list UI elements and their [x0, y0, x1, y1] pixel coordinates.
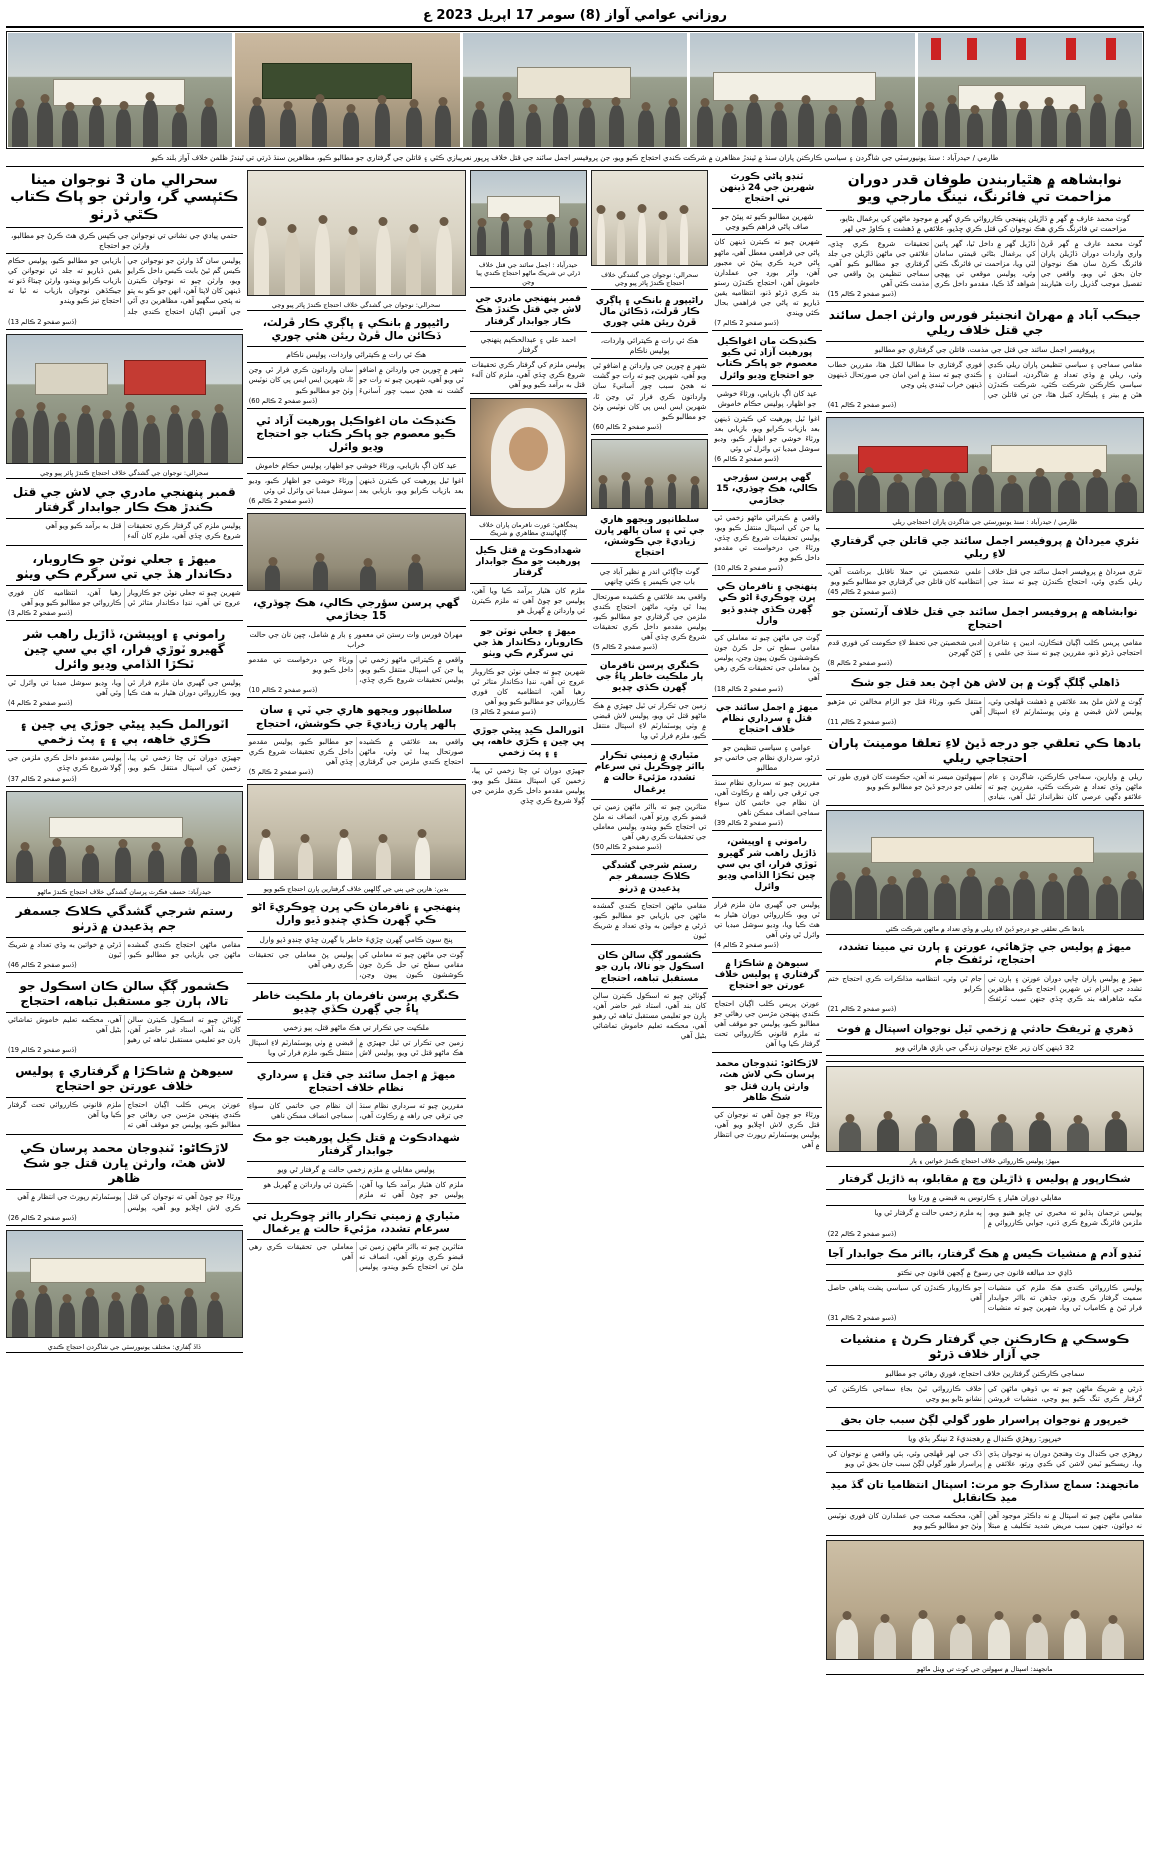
article	[591, 749, 708, 855]
continuation-ref[interactable]: (ڏسو صفحو 2 ڪالم 8)	[827, 659, 893, 668]
photo-caption: حيدرآباد: حسف فڪرٽ پرسان گشدگي خلاف احتجاج ڪندڙ ماڻهو	[6, 887, 243, 898]
article	[6, 550, 243, 621]
article-body: روهڙي جي ڪنڊال وٽ وهنجڻ دوران ٻه نوجوان ٻڏي ويا، ريسڪيو ٽيمن لاشن کي ڪڍي ورتو، علائقي ۾ ڏک جي لهر ڦهلجي وئي، ٻئي واقعي ۾ نوجوان کي پراسرار طور گولي لڳڻ سبب جان بحق ٿي ويو	[827, 1449, 1142, 1469]
continuation-ref[interactable]: (ڏسو صفحو 2 ڪالم 5)	[248, 767, 314, 776]
continuation-ref[interactable]	[470, 616, 587, 617]
continuation-ref[interactable]: (ڏسو صفحو 2 ڪالم 15)	[827, 290, 897, 298]
deck: سماجي ڪارڪنن گرفتارين خلاف احتجاج، فوري رهائي جو مطالبو	[826, 1368, 1144, 1382]
article	[247, 1130, 466, 1204]
photo	[6, 1230, 243, 1338]
article-body: مقامي ماڻهن احتجاج ڪندي گمشده ماڻهن جي بازيابي جو مطالبو ڪيو، ڌرڻي ۾ خواتين به وڏي تعداد ۾ شريڪ ٿيون	[8, 939, 241, 959]
continuation-ref[interactable]: (ڏسو صفحو 2 ڪالم 10)	[248, 686, 318, 695]
headline[interactable]: پنهنجي ۽ نافرمان ڪي ڀرن ڇوڪريءَ اڻو ڪي ڳهرن ڪڏي چنڊو ڏيو وارل	[712, 580, 821, 631]
article-body: عورتن پريس ڪلب اڳيان احتجاج ڪندي پنهنجن مڙسن جي رهائي جو مطالبو ڪيو، پوليس جو موقف آهي ته ملزم قانوني ڪارروائي تحت گرفتار ڪيا ويا آهن	[8, 1100, 241, 1130]
headline[interactable]: ٽنڊو آدم ۾ منشيات ڪيس ۾ هڪ گرفتار، بااثر مڪ جوابدار آجا	[826, 1246, 1144, 1265]
headline[interactable]: نئري ميرداڻ ۾ پروفيسر اجمل سائند جي قاتلن جي گرفتاري لاءِ ريلي	[826, 533, 1144, 565]
headline[interactable]: راموني ۽ اوپيشن، ڏاڙيل راهب شر گهيرو ٽوڙي فرار، اي بي سي چين ٽڪڙا الڏامي وڊيو وائرل	[712, 835, 821, 897]
continuation-ref[interactable]: (ڏسو صفحو 2 ڪالم 26)	[7, 1213, 77, 1222]
headline[interactable]: ڪنڊڪٽ مان اغواڪيل پورهيت آزاد ٿي ڪيو معصوم جو ڀاڪر ڪتاب جو احتجاج وڊيو وائرل	[712, 335, 821, 386]
photo-caption: مانجهند: اسپتال ۾ سهولتن جي کوٽ تي ويٺل ماڻهو	[826, 1664, 1144, 1675]
article-body: ريلي ۾ واپارين، سماجي ڪارڪنن، شاگردن ۽ عام ماڻهن وڏي تعداد ۾ شرڪت ڪئي، مقررين چيو ته علائقو ڊگهي عرصي کان نظرانداز ٿيل آهي، بنيادي سهولتون ميسر نه آهن، حڪومت کان فوري طور تي تعلقي جو درجو ڏيڻ جو مطالبو ڪيو ويو	[827, 771, 1142, 801]
article	[591, 294, 708, 435]
headline[interactable]: ڪنگري پرسن نافرمان ٻار ملڪيت خاطر ڀاءُ جي ڳهرن ڪڏي چڍيو	[247, 988, 466, 1020]
article	[470, 625, 587, 720]
headline[interactable]: ڏاهلي ڳلڳ ڳوٺ ۾ ٻن لاش هڻ اچڻ بعد قتل جو شڪ	[826, 675, 1144, 694]
article-body: مقامي پريس ڪلب اڳيان فنڪارن، اديبن ۽ شاعرن احتجاجي ڌرڻو ڏنو، مقررين چيو ته سنڌ جي علمي ۽ ادبي شخصيتن جي تحفظ لاءِ حڪومت کي فوري قدم کڻڻ گهرجن	[827, 638, 1142, 658]
article-body: مقررين چيو ته سرداري نظام سنڌ جي ترقي جي راهه ۾ رڪاوٽ آهي، ان نظام جي خاتمي کان سواءِ سماجي انصاف ممڪن ناهي	[714, 778, 820, 818]
article	[470, 292, 587, 394]
article	[826, 1330, 1144, 1408]
article-body: واقعي بعد علائقي ۾ ڪشيده صورتحال پيدا ٿي وئي، ماڻهن احتجاج ڪندي ملزمن جي گرفتاري جو مطالبو ڪيو، پوليس مقدمو داخل ڪري تحقيقات شروع ڪري ڇڏي آهي	[592, 591, 707, 641]
headline[interactable]: ميهڙ ۾ اجمل سائند جي قتل ۽ سرداري نظام خلاف احتجاج	[712, 701, 821, 741]
photo	[247, 513, 466, 591]
article	[247, 899, 466, 983]
headline[interactable]: ڪشمور ڳڳ سالن ڪان اسڪول جو تالا، ٻارن جو مستقبل تباهه، احتجاج	[6, 977, 243, 1013]
photo	[918, 33, 1142, 147]
article	[6, 483, 243, 546]
article	[712, 957, 821, 1053]
article	[712, 580, 821, 696]
continuation-ref[interactable]: (ڏسو صفحو 2 ڪالم 37)	[7, 774, 77, 783]
continuation-ref[interactable]: (ڏسو صفحو 2 ڪالم 4)	[7, 699, 73, 708]
headline[interactable]: شهدادڪوٽ ۾ قتل ڪيل پورهيت جو مڪ جوابدار گرفتار	[247, 1130, 466, 1162]
article	[826, 675, 1144, 729]
column-4	[591, 170, 708, 1870]
headline[interactable]: نوابشاهه ۾ پروفيسر اجمل سائند جي قتل خلاف آرٽسٽن جو احتجاج	[826, 604, 1144, 636]
continuation-ref[interactable]: (ڏسو صفحو 2 ڪالم 45)	[827, 588, 897, 597]
headline[interactable]: شڪارپور ۾ پوليس ۽ ڌاڙيلن وچ ۾ مقابلو، ٻه ڌاڙيل گرفتار	[826, 1171, 1144, 1190]
article-body: مقررين چيو ته سرداري نظام سنڌ جي ترقي جي راهه ۾ رڪاوٽ آهي، ان نظام جي خاتمي کان سواءِ سماجي انصاف ممڪن ناهي	[248, 1101, 464, 1121]
deck: عوامي ۽ سياسي تنظيمن جو ڌرڻو، سرداري نظام جي خاتمي جو مطالبو	[712, 742, 821, 776]
article-body: مقامي ماڻهن چيو ته اسپتال ۾ نه ڊاڪٽر موجود آهن نه دوائون، جنهن سبب مريض شديد تڪليف ۾ مبتلا آهن، محڪمه صحت جي عملدارن کان فوري نوٽيس وٺڻ جو مطالبو ڪيو ويو	[827, 1511, 1142, 1531]
article-body: پوليس سان گڏ وارثن جو نوجوانن جي ڪيس گم ٿيڻ بابت ڪيس داخل ڪرايو ويو، وارثن چيو ته نوجوان ڪيترن ڏينهن کان لاپتا آهن، انهن جو ڪو به پتو نه پئجي سگهيو آهي، مظاهرين ڊي آئي جي آفيس اڳيان احتجاج ڪندي جلد بازيابي جو مطالبو ڪيو، پوليس حڪام يقين ڏياريو ته جلد ئي نوجوانن کي بازياب ڪرايو ويندو، وارثن چيتاءُ ڏنو ته جيڪڏهن نوجوان بازياب نه ٿيا ته احتجاج تيز ڪيو ويندو	[8, 256, 241, 316]
article-body: ملزم کان هٿيار برآمد ڪيا ويا آهن، پوليس جو چوڻ آهي ته ملزم ڪيترن ئي وارداتن ۾ گهربل هو	[263, 1179, 464, 1199]
deck: گوٺ محمد عارف ۾ گهر ۾ ڌاڙيلن پنهنجي ڪارروائي ڪري گهر ۾ موجود ماڻهن کي يرغمال بڻايو، مزاحمت تي فائرنگ ڪري هڪ نوجوان کي قتل ڪري ڇڏيو، علائقي ۾ ڏهشت ۽ ڪاوڙ جي لهر	[826, 213, 1144, 237]
photo	[247, 170, 466, 296]
photo	[6, 791, 243, 883]
article	[826, 1021, 1144, 1062]
masthead-text: روزاني عوامي آواز (8) سومر 17 اپريل 2023 ع	[423, 7, 728, 23]
article	[826, 1412, 1144, 1473]
headline[interactable]: مٽياري ۾ زميني تڪرار بااثر ڇوڪريل تي سرعام تشدد، مڙئيءَ حالت ۾ يرغمال	[591, 749, 708, 800]
photo	[463, 33, 687, 147]
headline[interactable]: راموني ۽ اوپيشن، ڏاڙيل راهب شر گهيرو ٽوڙي فرار، اي بي سي چين ٽڪڙا الڏامي وڊيو وائرل	[6, 625, 243, 676]
article-body: ڳوٺ جي ماڻهن چيو ته معاملي کي مقامي سطح تي حل ڪرڻ جون ڪوششون ڪيون پيون وڃن، پوليس پڻ معاملي جي تحقيقات ڪري رهي آهي	[714, 633, 820, 683]
article	[247, 595, 466, 698]
article	[591, 859, 708, 945]
article-body: زمين جي تڪرار تي ٿيل جهيڙي ۾ هڪ ماڻهو قتل ٿي ويو، پوليس لاش قبضي ۾ وٺي پوسٽمارٽم لاءِ اسپتال منتقل ڪيو، ملزم فرار ٿي ويا	[248, 1038, 464, 1058]
continuation-ref[interactable]: (ڏسو صفحو 2 ڪالم 5)	[592, 642, 658, 651]
continuation-ref[interactable]	[6, 541, 243, 542]
article-body: واقعي بعد علائقي ۾ ڪشيده صورتحال پيدا ٿي وئي، ماڻهن احتجاج ڪندي ملزمن جي گرفتاري جو مطالبو ڪيو، پوليس مقدمو داخل ڪري تحقيقات شروع ڪري ڇڏي آهي	[248, 736, 464, 766]
headline[interactable]: سيوهڻ ۾ شاڪڙا ۾ گرفتاري ۽ پوليس خلاف عورتن جو احتجاج	[6, 1062, 243, 1098]
photo	[8, 33, 232, 147]
top-photo-caption: طارمي / حيدرآباد : سنڌ يونيورسٽي جي شاگردن ۽ سياسي ڪارڪنن پاران سنڌ ۾ ٿيندڙ مظاهرن ۾ شرڪت ڪندي احتجاج ڪيو ويو، جن پروفيسر اجمل سائند جي قتل خلاف ڀرپور نعريبازي ڪئي ۽ قاتلن جي گرفتاري جو مطالبو ڪيو، مظاهرين سنڌ ڌرتي تي ٿيندڙ ظلمن خلاف آواز بلند ڪيو	[6, 151, 1144, 167]
continuation-ref[interactable]: (ڏسو صفحو 2 ڪالم 41)	[827, 401, 897, 410]
article	[826, 1171, 1144, 1241]
photo-caption: بادها ڪي تعلقي جو درجو ڏيڻ لاءِ ريلي ۾ وڏي تعداد ۾ ماڻهن شرڪت ڪئي	[826, 924, 1144, 935]
photo	[826, 1540, 1144, 1660]
headline[interactable]: جيڪب آباد ۾ مهراڻ انجنيئر فورس وارثن اجمل سائند جي قتل خلاف ريلي	[826, 306, 1144, 342]
article-body: ڳوٺ جي ماڻهن چيو ته معاملي کي مقامي سطح تي حل ڪرڻ جون ڪوششون ڪيون پيون وڃن، پوليس پڻ معاملي جي تحقيقات ڪري رهي آهي	[248, 949, 464, 979]
article-body: شهر ۾ چورين جي وارداتن ۾ اضافو ٿي ويو آهي، شهرين چيو ته رات جو گشت نه هجڻ سبب چور آسانيءَ سان وارداتون ڪري فرار ٿي وڃن ٿا، شهرين ايس ايس پي کان نوٽيس وٺڻ جو مطالبو ڪيو	[592, 361, 707, 421]
photo	[826, 1066, 1144, 1152]
continuation-ref[interactable]: (ڏسو صفحو 2 ڪالم 4)	[714, 940, 779, 949]
article-body: مقامي ماڻهن احتجاج ڪندي گمشده ماڻهن جي بازيابي جو مطالبو ڪيو، ڌرڻي ۾ خواتين به وڏي تعداد ۾ شريڪ ٿيون	[592, 900, 707, 941]
article-body: متاثرين چيو ته بااثر ماڻهن زمين تي قبضو ڪري ورتو آهي، انصاف نه ملڻ تي احتجاج ڪيو ويندو، پوليس معاملي جي تحقيقات ڪري رهي آهي	[248, 1242, 464, 1272]
deck: هڪ ئي رات ۾ ڪيترائي واردات، پوليس ناڪام	[247, 349, 466, 363]
article-body: شهرين چيو ته ڪيترن ڏينهن کان پاڻي جي فراهمي معطل آهي، ماڻهو پاڻي خريد ڪري پيئڻ تي مجبور آهن، واٽر بورڊ جي عملدارن خاموش آهن، احتجاج ڪندڙن رستو بند ڪري ڌرڻو ڏنو، انتظاميه يقين ڏياريو ته پاڻي جي فراهمي بحال ڪئي ويندي	[714, 237, 820, 317]
photo	[591, 439, 708, 509]
article	[6, 902, 243, 973]
headline[interactable]: رستم شرجي گشدگي ڪلاڪ جسمفر جم پڌعيدن ۾ ڌرٺو	[6, 902, 243, 938]
article-body: نئري ميرداڻ ۾ پروفيسر اجمل سائند جي قتل خلاف ريلي ڪڍي وئي، احتجاج ڪندڙن چيو ته سنڌ جي علمي شخصيتن تي حملا ناقابل برداشت آهن، انتظاميه کان قاتلن جي گرفتاري جو مطالبو ڪيو ويو	[827, 566, 1142, 586]
article	[826, 306, 1144, 413]
headline[interactable]: ميهڙ ۽ جعلي نوٽن جو ڪاروبار، دڪاندار هڏ جي تي سرگرم ڪي ويٺو	[470, 625, 587, 665]
headline[interactable]: سيوهڻ ۾ شاڪڙا ۾ گرفتاري ۽ پوليس خلاف عورتن جو احتجاج	[712, 957, 821, 997]
continuation-ref[interactable]: (ڏسو صفحو 2 ڪالم 21)	[827, 1004, 897, 1013]
headline[interactable]: قمبر پنهنجي مادري جي لاش جي قتل ڪندڙ هڪ ڪار جوابدار گرفتار	[470, 292, 587, 332]
article	[712, 701, 821, 832]
article	[470, 724, 587, 809]
continuation-ref[interactable]: (ڏسو صفحو 2 ڪالم 39)	[714, 819, 784, 828]
article	[6, 977, 243, 1058]
deck: پوليس مقابلي ۾ ملزم زخمي حالت ۾ گرفتار ٿي ويو	[247, 1164, 466, 1178]
deck: مقابلي دوران هٿيار ۽ ڪارتوس به قبضي ۾ ورتا ويا	[826, 1192, 1144, 1206]
headline[interactable]: شهدادڪوٽ ۾ قتل ڪيل پورهيت جو مڪ جوابدار گرفتار	[470, 544, 587, 584]
column-3	[470, 170, 587, 1870]
headline[interactable]: گهي پرسن سؤرجي ڪالي، هڪ چوڌري، 15 جخاڙمي	[247, 595, 466, 627]
article-body: شهر ۾ چورين جي وارداتن ۾ اضافو ٿي ويو آهي، شهرين چيو ته رات جو گشت نه هجڻ سبب چور آسانيءَ سان وارداتون ڪري فرار ٿي وڃن ٿا، شهرين ايس ايس پي کان نوٽيس وٺڻ جو مطالبو ڪيو	[248, 365, 464, 395]
article-body: شهرين چيو ته جعلي نوٽن جو ڪاروبار عروج تي آهي، ننڍا دڪاندار متاثر ٿي رهيا آهن، انتظاميه کان فوري ڪارروائي جو مطالبو ڪيو ويو آهي	[8, 588, 241, 608]
headline[interactable]: سلطانپور ويجهو هاري جي ٽي ۽ سان ٻالهر ڀارن زياديءَ جي ڪوشش، احتجاج	[247, 702, 466, 734]
continuation-ref[interactable]: (ڏسو صفحو 2 ڪالم 7)	[714, 318, 779, 327]
article	[712, 335, 821, 467]
continuation-ref[interactable]: (ڏسو صفحو 2 ڪالم 3)	[471, 707, 537, 716]
article-body: متاثرين چيو ته بااثر ماڻهن زمين تي قبضو ڪري ورتو آهي، انصاف نه ملڻ تي احتجاج ڪيو ويندو، پوليس معاملي جي تحقيقات ڪري رهي آهي	[592, 801, 707, 842]
article-body: پوليس ترجمان ٻڌايو ته مخبري تي ڇاپو هنيو ويو، ملزمن فائرنگ شروع ڪري ڏني، جوابي ڪارروائي ۾ ٻه ملزم زخمي حالت ۾ گرفتار ٿي ويا	[874, 1208, 1142, 1228]
headline[interactable]: مٽياري ۾ زميني تڪرار بااثر ڇوڪريل تي سرعام تشدد، مڙئيءَ حالت ۾ يرغمال	[247, 1208, 466, 1240]
photo-caption: ڏاڏ ڳفاري: مختلف يونيورسٽي جي شاگردن احتجاج ڪندي	[6, 1342, 243, 1353]
article	[6, 1062, 243, 1135]
article-body: پوليس جي گهيري مان ملزم فرار ٿي ويو، ڪارروائي دوران هٿيار به هٿ ڪيا ويا، وڊيو سوشل ميڊيا تي وائرل ٿي وئي آهي	[8, 678, 241, 698]
article-body: واقعي ۾ ڪيترائي ماڻهو زخمي ٿي پيا جن کي اسپتال منتقل ڪيو ويو، پوليس تحقيقات شروع ڪري ڇڏي، ورثاءَ جي درخواست تي مقدمو داخل ڪيو ويو	[714, 512, 820, 563]
deck: عيد کان اڳ بازيابي، ورثاءَ خوشي جو اظهار، پوليس حڪام خاموش	[712, 388, 821, 412]
continuation-ref[interactable]: (ڏسو صفحو 2 ڪالم 6)	[714, 455, 779, 464]
article	[712, 170, 821, 331]
deck: ملڪيت جي تڪرار تي هڪ ماڻهو قتل، ٻيو زخمي	[247, 1022, 466, 1036]
continuation-ref[interactable]: (ڏسو صفحو 2 ڪالم 13)	[7, 317, 77, 326]
top-photo-strip	[6, 31, 1144, 149]
photo-caption: سحرالي: نوجوان جي گشدگي خلاف احتجاج ڪندڙ ڀائر پيو وڃي	[591, 270, 708, 290]
deck: شهرين مطالبو ڪيو ته پيئڻ جو صاف پاڻي فراهم ڪيو وڃي	[712, 211, 821, 235]
column-5	[712, 170, 821, 1870]
article	[712, 835, 821, 953]
article-body: ورثاءَ جو چوڻ آهي ته نوجوان کي قتل ڪري لاش اڇلايو ويو آهي، پوليس پوسٽمارٽم رپورٽ جي انتظار ۾ آهي	[714, 1110, 820, 1150]
deck: ڏاڍي حد مبالغه قانون جي رسوخ ۾ ڳجهن قانون جي نڪتو	[826, 1267, 1144, 1281]
headline[interactable]: ڪنڊڪٽ مان اغواڪيل پورهيت آزاد ٿي ڪيو معصوم جو ڀاڪر ڪتاب جو احتجاج وڊيو وائرل	[247, 413, 466, 458]
headline[interactable]: قمبر پنهنجي مادري جي لاش جي قتل ڪندڙ هڪ ڪار جوابدار گرفتار	[6, 483, 243, 519]
article-body: ڳوٺاڻن چيو ته اسڪول ڪيترن سالن کان بند آهي، استاد غير حاضر آهن، ٻارن جو تعليمي مستقبل تباهه ٿي رهيو آهي، محڪمه تعليم خاموش تماشائي بڻيل آهي	[592, 990, 707, 1041]
photo	[6, 334, 243, 464]
photo	[690, 33, 914, 147]
article	[826, 170, 1144, 302]
article-body: جهيڙي دوران ٽي ڄڻا زخمي ٿي پيا، زخمين کي اسپتال منتقل ڪيو ويو، پوليس مقدمو داخل ڪري ملزمن جي ڳولا شروع ڪري ڇڏي	[471, 765, 585, 805]
headline[interactable]: راڻيپور ۾ بانڪي ۽ ڀاڳري ڪار ڦرلٽ، ڏڪائن مال ڦرڻ ريئن هئي چوري	[591, 294, 708, 334]
article-body: واقعي ۾ ڪيترائي ماڻهو زخمي ٿي پيا جن کي اسپتال منتقل ڪيو ويو، پوليس تحقيقات شروع ڪري ڇڏي، ورثاءَ جي درخواست تي مقدمو داخل ڪيو ويو	[248, 655, 464, 685]
article-body: عورتن پريس ڪلب اڳيان احتجاج ڪندي پنهنجن مڙسن جي رهائي جو مطالبو ڪيو، پوليس جو موقف آهي ته ملزم قانوني ڪارروائي تحت گرفتار ڪيا ويا آهن	[714, 998, 820, 1048]
article-body: ڌرڻي ۾ شريڪ ماڻهن چيو ته بي ڏوهي ماڻهن کي گرفتار ڪري تنگ ڪيو پيو وڃي، منشيات فروشن خلاف ڪارروائي ٿيڻ بجاءِ سماجي ڪارڪنن کي نشانو بڻايو پيو وڃي	[827, 1383, 1142, 1403]
article	[6, 170, 243, 330]
article-body: ورثاءَ جو چوڻ آهي ته نوجوان کي قتل ڪري لاش اڇلايو ويو آهي، پوليس پوسٽمارٽم رپورٽ جي انتظار ۾ آهي	[17, 1192, 241, 1212]
deck: خيرپور: روهڙي ڪنڊال ۾ رهجنديءَ 2 نينگر ٻڏي ويا	[826, 1433, 1144, 1447]
continuation-ref[interactable]: (ڏسو صفحو 2 ڪالم 10)	[714, 564, 784, 573]
photo	[470, 398, 587, 516]
deck: حتمي پيادي جي نشاني تي نوجوانن جي ڪيس ڪري هٿ ڪرڻ جو مطالبو، وارثن جو احتجاج	[6, 230, 243, 254]
article	[591, 513, 708, 655]
continuation-ref[interactable]: (ڏسو صفحو 2 ڪالم 18)	[714, 684, 784, 693]
article-body: پوليس جي گهيري مان ملزم فرار ٿي ويو، ڪارروائي دوران هٿيار به هٿ ڪيا ويا، وڊيو سوشل ميڊيا تي وائرل ٿي وئي آهي	[714, 899, 820, 939]
continuation-ref[interactable]: (ڏسو صفحو 2 ڪالم 31)	[827, 1313, 897, 1322]
continuation-ref[interactable]	[6, 1130, 243, 1131]
continuation-ref[interactable]: (ڏسو صفحو 2 ڪالم 3)	[7, 609, 73, 618]
photo-caption: بدين: هارين جي ٻني جي ڳالهين خلاف گرفتارين ڀارن احتجاج ڪيو ويو	[247, 884, 466, 895]
headline[interactable]: ڪنگري پرسن نافرمان ٻار ملڪيت خاطر ڀاءُ جي ڳهرن ڪڏي چڍيو	[591, 659, 708, 699]
article	[826, 1246, 1144, 1326]
article-body: زمين جي تڪرار تي ٿيل جهيڙي ۾ هڪ ماڻهو قتل ٿي ويو، پوليس لاش قبضي ۾ وٺي پوسٽمارٽم لاءِ اسپتال منتقل ڪيو، ملزم فرار ٿي ويا	[592, 700, 707, 740]
article	[591, 659, 708, 745]
headline[interactable]: سلطانپور ويجهو هاري جي ٽي ۽ سان ٻالهر ڀارن زياديءَ جي ڪوشش، احتجاج	[591, 513, 708, 564]
article	[247, 315, 466, 408]
article-body: مقامي سماجي ۽ سياسي تنظيمن پاران ريلي ڪڍي وئي، ريلي ۾ وڏي تعداد ۾ شاگردن، استادن ۽ سياسي ڪارڪنن شرڪت ڪئي، شرڪت ڪندڙن هٿن ۾ بينر ۽ پليڪارڊ کنيل هئا، جن تي قاتلن جي فوري گرفتاري جا مطالبا لکيل هئا، مقررين خطاب ڪندي چيو ته سنڌ ۾ امن امان جي صورتحال ڏينهون ڏينهن خراب ٿيندي پئي وڃي	[827, 359, 1142, 400]
continuation-ref[interactable]: (ڏسو صفحو 2 ڪالم 11)	[827, 717, 897, 726]
column-right	[826, 170, 1144, 1870]
article	[712, 471, 821, 576]
headline[interactable]: پنهنجي ۽ نافرمان ڪي ڀرن ڇوڪريءَ اڻو ڪي ڳهرن ڪڏي چنڊو ڏيو وارل	[247, 899, 466, 931]
headline[interactable]: راڻيپور ۾ بانڪي ۽ ڀاڳري ڪار ڦرلٽ، ڏڪائن مال ڦرڻ ريئن هئي چوري	[247, 315, 466, 347]
deck: عيد کان اڳ بازيابي، ورثاءَ خوشي جو اظهار، پوليس حڪام خاموش	[247, 460, 466, 474]
photo	[235, 33, 459, 147]
photo-caption: طارمي / حيدرآباد : سنڌ يونيورسٽي جي شاگردن پاران احتجاجي ريلي	[826, 517, 1144, 528]
photo-caption: سحرالي: نوجوان جي گشدگي خلاف احتجاج ڪندڙ ڀائر پيو وڃي	[6, 468, 243, 479]
photo-caption: سحرالي: نوجوان جي گشدگي خلاف احتجاج ڪندڙ ڀائر پيو وڃي	[247, 300, 466, 311]
continuation-ref[interactable]: (ڏسو صفحو 2 ڪالم 60)	[248, 396, 318, 405]
deck: پروفيسر اجمل سائند جي قتل جي مذمت، قاتلن جي گرفتاري جو مطالبو	[826, 344, 1144, 358]
article	[247, 988, 466, 1063]
article-body: اغوا ٿيل پورهيت کي ڪيترن ڏينهن بعد بازياب ڪرايو ويو، بازيابي بعد ورثاءَ خوشي جو اظهار ڪيو، وڊيو سوشل ميڊيا تي وائرل ٿي وئي	[248, 475, 464, 495]
article	[826, 734, 1144, 806]
continuation-ref[interactable]: (ڏسو صفحو 2 ڪالم 60)	[592, 422, 662, 431]
photo	[470, 170, 587, 256]
headline[interactable]: نوابشاهه ۾ هٿياربندن طوفان قدر دوران مزاحمت تي فائرنگ، نينگ مارجي ويو	[826, 170, 1144, 211]
article-body: گوٺ محمد عارف ۾ گهر ڦرڻ واري واردات دوران ڌاڙيلن پاران فائرنگ ڪرڻ سان هڪ نوجوان جان بحق ٿي ويو، واقعي جي تفصيل موجب گذريل رات هٿياربند ڌاڙيل گهر ۾ داخل ٿيا، گهر ڀاتين کي يرغمال بڻائي قيمتي سامان لٽي ويا، مزاحمت تي فائرنگ ڪئي وئي، پوليس موقعي تي پهچي شواهد گڏ ڪيا، مقدمو داخل ڪري تحقيقات شروع ڪري ڇڏي، علائقي جي ماڻهن ڌاڙيلن جي جلد گرفتاري جو مطالبو ڪيو آهي، سماجي تنظيمن پڻ واقعي جي مذمت ڪئي آهي	[827, 238, 1142, 288]
deck: 32 ڏينهن کان زير علاج نوجوان زندگي جي بازي هارائي ويو	[826, 1042, 1144, 1056]
deck: احمد علي ۽ عبدالحڪيم پنهنجي گرفتار	[470, 334, 587, 358]
article	[470, 544, 587, 621]
headline[interactable]: ميهڙ ۾ اجمل سائند جي قتل ۽ سرداري نظام خلاف احتجاج	[247, 1067, 466, 1099]
headline[interactable]: ڪوسڪي ۾ ڪارڪنن جي گرفتار ڪرڻ ۽ منشيات جي آزار خلاف ڌرڻو	[826, 1330, 1144, 1366]
article	[712, 1057, 821, 1153]
photo-caption: پنجگاهي: عورت نافرمان پاران خلاف ڳالهائيندي مظاهري ۾ شريڪ	[470, 520, 587, 540]
continuation-ref[interactable]: (ڏسو صفحو 2 ڪالم 50)	[592, 843, 662, 852]
article	[247, 1067, 466, 1125]
headline[interactable]: خيرپور ۾ نوجوان پراسرار طور گولي لڳڻ سبب جان بحق	[826, 1412, 1144, 1431]
continuation-ref[interactable]: (ڏسو صفحو 2 ڪالم 46)	[7, 961, 77, 970]
deck: گوٺ جاڳائي اندر ۾ نظير آباد جي باب جي ڪيمبر ۽ ڪئي ڇانهي	[591, 566, 708, 590]
continuation-ref[interactable]	[247, 1058, 466, 1059]
deck: مهراڻ فورس وات رستن تي معمور ۽ بار ۾ شامل، چپن نان جي حالت خراب	[247, 629, 466, 653]
article	[591, 949, 708, 1044]
headline[interactable]: ميهڙ ۽ جعلي نوٽن جو ڪاروبار، دڪاندار هڏ جي تي سرگرم ڪي ويٺو	[6, 550, 243, 586]
headline[interactable]: ڪشمور ڳڳ سالن ڪان اسڪول جو تالا، ٻارن جو مستقبل تباهه، احتجاج	[591, 949, 708, 989]
photo-caption: ميهڙ: پوليس ڪارروائي خلاف احتجاج ڪندڙ خواتين ۽ ٻار	[826, 1156, 1144, 1167]
headline[interactable]: سحرالي مان 3 نوجوان مينا ڪئپسي گر، وارثن جو پاڪ ڪتاب ڪٿي ڏرٺو	[6, 170, 243, 229]
article	[826, 1477, 1144, 1535]
main-grid	[6, 170, 1144, 1870]
headline[interactable]: ڏهري ۾ ٽريفڪ حادثي ۾ زخمي ٿيل نوجوان اسپتال ۾ فوت	[826, 1021, 1144, 1040]
article-body: ميهڙ ۾ پوليس پاران ڇاپي دوران عورتن ۽ ٻارن تي تشدد جي الزام تي شهرين احتجاج ڪيو، مظاهرين مکيه شاهراهه بند ڪري ڇڏي جنهن سبب ٽرئفڪ جام ٿي وئي، انتظاميه مذاڪرات ڪري احتجاج ختم ڪرايو	[827, 973, 1142, 1003]
article-body: پوليس ڪارروائي ڪندي هڪ ملزم کي منشيات سميت گرفتار ڪري ورتو، جڏهن ته بااثر جوابدار فرار ٿيڻ ۾ ڪامياب ٿي ويا، شهرين چيو ته منشيات جو ڪاروبار ڪندڙن کي سياسي پشت پناهي حاصل آهي	[827, 1282, 1142, 1312]
article	[6, 715, 243, 786]
column-left	[6, 170, 243, 1870]
article	[826, 939, 1144, 1016]
photo	[247, 784, 466, 880]
article-body: ڳوٺ ۾ لاش ملڻ بعد علائقي ۾ ڏهشت ڦهلجي وئي، پوليس لاش قبضي ۾ وٺي پوسٽمارٽم لاءِ اسپتال منتقل ڪيو، ورثاءَ قتل جو الزام مخالفن تي مڙهيو آهي	[827, 696, 1142, 716]
article-body: پوليس ملزم کي گرفتار ڪري تحقيقات شروع ڪري ڇڏي آهي، ملزم کان آلهء قتل به برآمد ڪيو ويو آهي	[45, 521, 241, 541]
continuation-ref[interactable]: (ڏسو صفحو 2 ڪالم 6)	[248, 497, 314, 506]
headline[interactable]: گهي پرسن سؤرجي ڪالي، هڪ چوڌري، 15 جخاڙمي	[712, 471, 821, 511]
article	[826, 533, 1144, 600]
article	[247, 702, 466, 779]
headline[interactable]: رستم شرجي گشدگي ڪلاڪ جسمفر جم پڌعيدن ۾ ڌرٺو	[591, 859, 708, 899]
article	[247, 1208, 466, 1275]
article-body: جهيڙي دوران ٽي ڄڻا زخمي ٿي پيا، زخمين کي اسپتال منتقل ڪيو ويو، پوليس مقدمو داخل ڪري ملزمن جي ڳولا شروع ڪري ڇڏي	[8, 753, 241, 773]
photo	[826, 810, 1144, 920]
deck: پنج سون ڪامي ڳهرن ڇڙيءَ خاطر يا گهرن ڇڏي چنڊو ڏيو وارل	[247, 934, 466, 948]
headline[interactable]: ٽنڊو ڀاڻي ڪورٽ شهرين جي 24 ڏينهن تي احتجاج	[712, 170, 821, 210]
article	[6, 625, 243, 711]
headline[interactable]: مانجهند: سماج سڌارڪ جو مرت: اسپتال انتظاميا تان گڏ ميڊ ميڊ ڪانقابل	[826, 1477, 1144, 1509]
column-2	[247, 170, 466, 1870]
article-body: ملزم کان هٿيار برآمد ڪيا ويا آهن، پوليس جو چوڻ آهي ته ملزم ڪيترن ئي وارداتن ۾ گهربل هو	[471, 585, 585, 615]
photo	[826, 417, 1144, 513]
headline[interactable]: ميهڙ ۾ پوليس جي چڙهائي، عورتن ۽ ٻارن تي مبينا تشدد، احتجاج، ٽرئفڪ جام	[826, 939, 1144, 971]
article-body: اغوا ٿيل پورهيت کي ڪيترن ڏينهن بعد بازياب ڪرايو ويو، بازيابي بعد ورثاءَ خوشي جو اظهار ڪيو، وڊيو سوشل ميڊيا تي وائرل ٿي وئي	[714, 413, 820, 454]
headline[interactable]: بادها ڪي تعلقي جو درجه ڏيڻ لاءِ تعلقا مومينٽ پاران احتجاجي ريلي	[826, 734, 1144, 770]
article	[826, 604, 1144, 671]
article-body: ڳوٺاڻن چيو ته اسڪول ڪيترن سالن کان بند آهي، استاد غير حاضر آهن، ٻارن جو تعليمي مستقبل تباهه ٿي رهيو آهي، محڪمه تعليم خاموش تماشائي بڻيل آهي	[8, 1015, 241, 1045]
article-body: پوليس ملزم کي گرفتار ڪري تحقيقات شروع ڪري ڇڏي آهي، ملزم کان آلهء قتل به برآمد ڪيو ويو آهي	[471, 359, 585, 389]
continuation-ref[interactable]: (ڏسو صفحو 2 ڪالم 22)	[827, 1229, 897, 1238]
deck: هڪ ئي رات ۾ ڪيترائي واردات، پوليس ناڪام	[591, 335, 708, 359]
headline[interactable]: لاڙڪاڻو: ٽنڊوجان محمد پرسان ڪي لاش هٿ، وارثن ڀارن قتل جو شڪ ظاهر	[712, 1057, 821, 1108]
headline[interactable]: لاڙڪاڻو: ٽنڊوجان محمد پرسان ڪي لاش هٿ، وارثن ڀارن قتل جو شڪ ظاهر	[6, 1139, 243, 1190]
article	[6, 1139, 243, 1225]
photo-caption: حيدرآباد : اجمل سائند جي قتل خلاف ڌرڻي تي شريڪ ماڻهو احتجاج ڪندي پيا وڃن	[470, 260, 587, 288]
article	[247, 413, 466, 509]
masthead	[6, 4, 1144, 28]
continuation-ref[interactable]: (ڏسو صفحو 2 ڪالم 19)	[7, 1046, 77, 1055]
article-body: شهرين چيو ته جعلي نوٽن جو ڪاروبار عروج تي آهي، ننڍا دڪاندار متاثر ٿي رهيا آهن، انتظاميه کان فوري ڪارروائي جو مطالبو ڪيو ويو آهي	[471, 666, 585, 706]
headline[interactable]: اٽورالمل ڪيڊ ڀيڻي جوڙي ڀي چين ۽ ڪڙي خاهه، ٻي ۽ ۽ پٽ زخمي	[470, 724, 587, 764]
headline[interactable]: اٽورالمل ڪيڊ ڀيڻي جوڙي ڀي چين ۽ ڪڙي خاهه، ٻي ۽ ۽ پٽ زخمي	[6, 715, 243, 751]
photo	[591, 170, 708, 266]
